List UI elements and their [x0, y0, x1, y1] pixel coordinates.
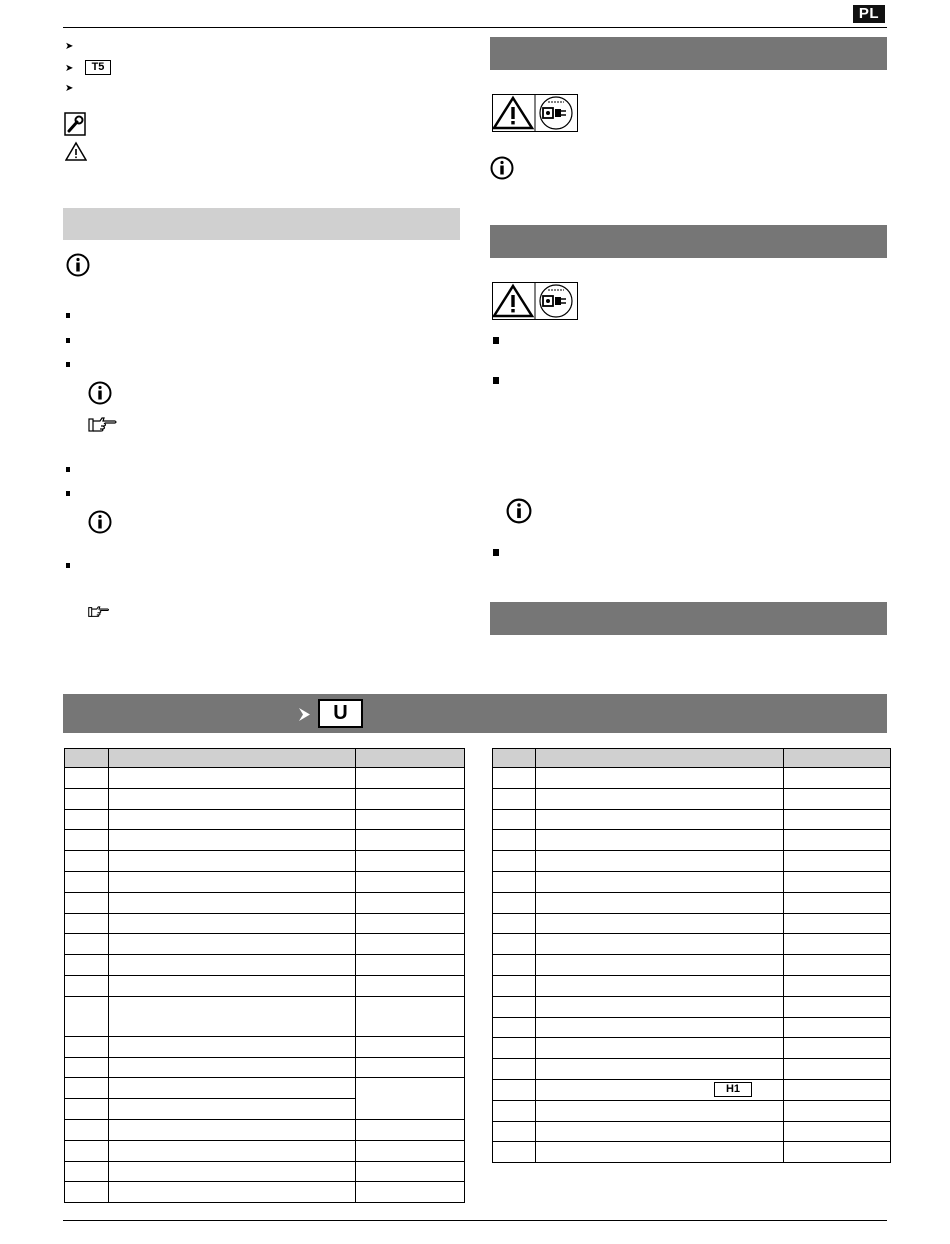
- table-row: [65, 1078, 465, 1099]
- header-cell: [536, 749, 784, 768]
- table-row: [65, 1119, 465, 1140]
- section-header-bar: [490, 37, 887, 70]
- table-row: [493, 871, 891, 892]
- table-row: [493, 975, 891, 996]
- table-row: [65, 830, 465, 851]
- header-cell: [65, 749, 109, 768]
- table-header-row: [65, 749, 465, 768]
- table-row: [65, 1036, 465, 1057]
- section-header-bar: [63, 208, 460, 240]
- table-row: [65, 768, 465, 789]
- pointing-hand-icon: [88, 605, 110, 619]
- warning-unplug-icon: [492, 282, 578, 320]
- header-cell: [784, 749, 891, 768]
- table-row: [493, 809, 891, 830]
- table-row: [493, 851, 891, 872]
- list-bullet: [66, 338, 70, 343]
- pointing-hand-icon: [88, 416, 118, 434]
- table-row: [493, 955, 891, 976]
- table-row: [65, 955, 465, 976]
- warning-triangle-icon: [65, 141, 87, 161]
- list-bullet: [66, 491, 70, 496]
- left-parts-table: [64, 748, 465, 1203]
- table-row: [493, 1017, 891, 1038]
- table-row: [493, 788, 891, 809]
- language-badge: PL: [853, 5, 885, 23]
- table-row: [493, 1059, 891, 1080]
- section-header-bar: [490, 225, 887, 258]
- header-cell: [356, 749, 465, 768]
- table-row: [65, 913, 465, 934]
- table-ref-u: U: [318, 699, 363, 728]
- table-row: [493, 1100, 891, 1121]
- table-row: [65, 871, 465, 892]
- step-arrow: ➤: [65, 41, 74, 52]
- table-header-row: [493, 749, 891, 768]
- header-cell: [493, 749, 536, 768]
- info-circle-icon: [66, 253, 90, 277]
- table-row: [65, 892, 465, 913]
- table-row: [65, 975, 465, 996]
- table-ref-t5: T5: [85, 60, 111, 75]
- header-cell: [109, 749, 356, 768]
- header-rule: [63, 27, 887, 28]
- step-arrow: ➤: [65, 63, 74, 74]
- table-section-bar: [63, 694, 887, 733]
- warning-unplug-icon: [492, 94, 578, 132]
- table-row: [65, 851, 465, 872]
- table-row: [65, 996, 465, 1036]
- table-row: [65, 1161, 465, 1182]
- footer-rule: [63, 1220, 887, 1221]
- list-bullet: [66, 362, 70, 367]
- step-arrow: ➤: [65, 83, 74, 94]
- table-row: [493, 996, 891, 1017]
- table-row: [493, 830, 891, 851]
- section-header-bar: [490, 602, 887, 635]
- table-row: [493, 1121, 891, 1142]
- table-row: [493, 934, 891, 955]
- info-circle-icon: [88, 381, 112, 405]
- list-bullet: [66, 467, 70, 472]
- info-circle-icon: [490, 156, 514, 180]
- list-bullet: [493, 377, 499, 384]
- table-row: [493, 1038, 891, 1059]
- table-row: [493, 1079, 891, 1100]
- info-circle-icon: [88, 510, 112, 534]
- table-row: [65, 788, 465, 809]
- wrench-icon: [64, 112, 86, 136]
- list-bullet: [66, 313, 70, 318]
- table-row: [65, 1140, 465, 1161]
- table-row: [65, 1057, 465, 1078]
- info-circle-icon: [506, 498, 532, 524]
- table-row: [65, 1182, 465, 1203]
- table-row: [493, 1142, 891, 1163]
- list-bullet: [66, 563, 70, 568]
- table-row: [493, 913, 891, 934]
- right-parts-table: [492, 748, 891, 1163]
- list-bullet: [493, 337, 499, 344]
- chevron-right-icon: [297, 707, 311, 722]
- table-row: [493, 768, 891, 789]
- table-row: [65, 809, 465, 830]
- table-row: [65, 934, 465, 955]
- table-row: [493, 892, 891, 913]
- table-ref-h1: H1: [714, 1082, 752, 1097]
- list-bullet: [493, 549, 499, 556]
